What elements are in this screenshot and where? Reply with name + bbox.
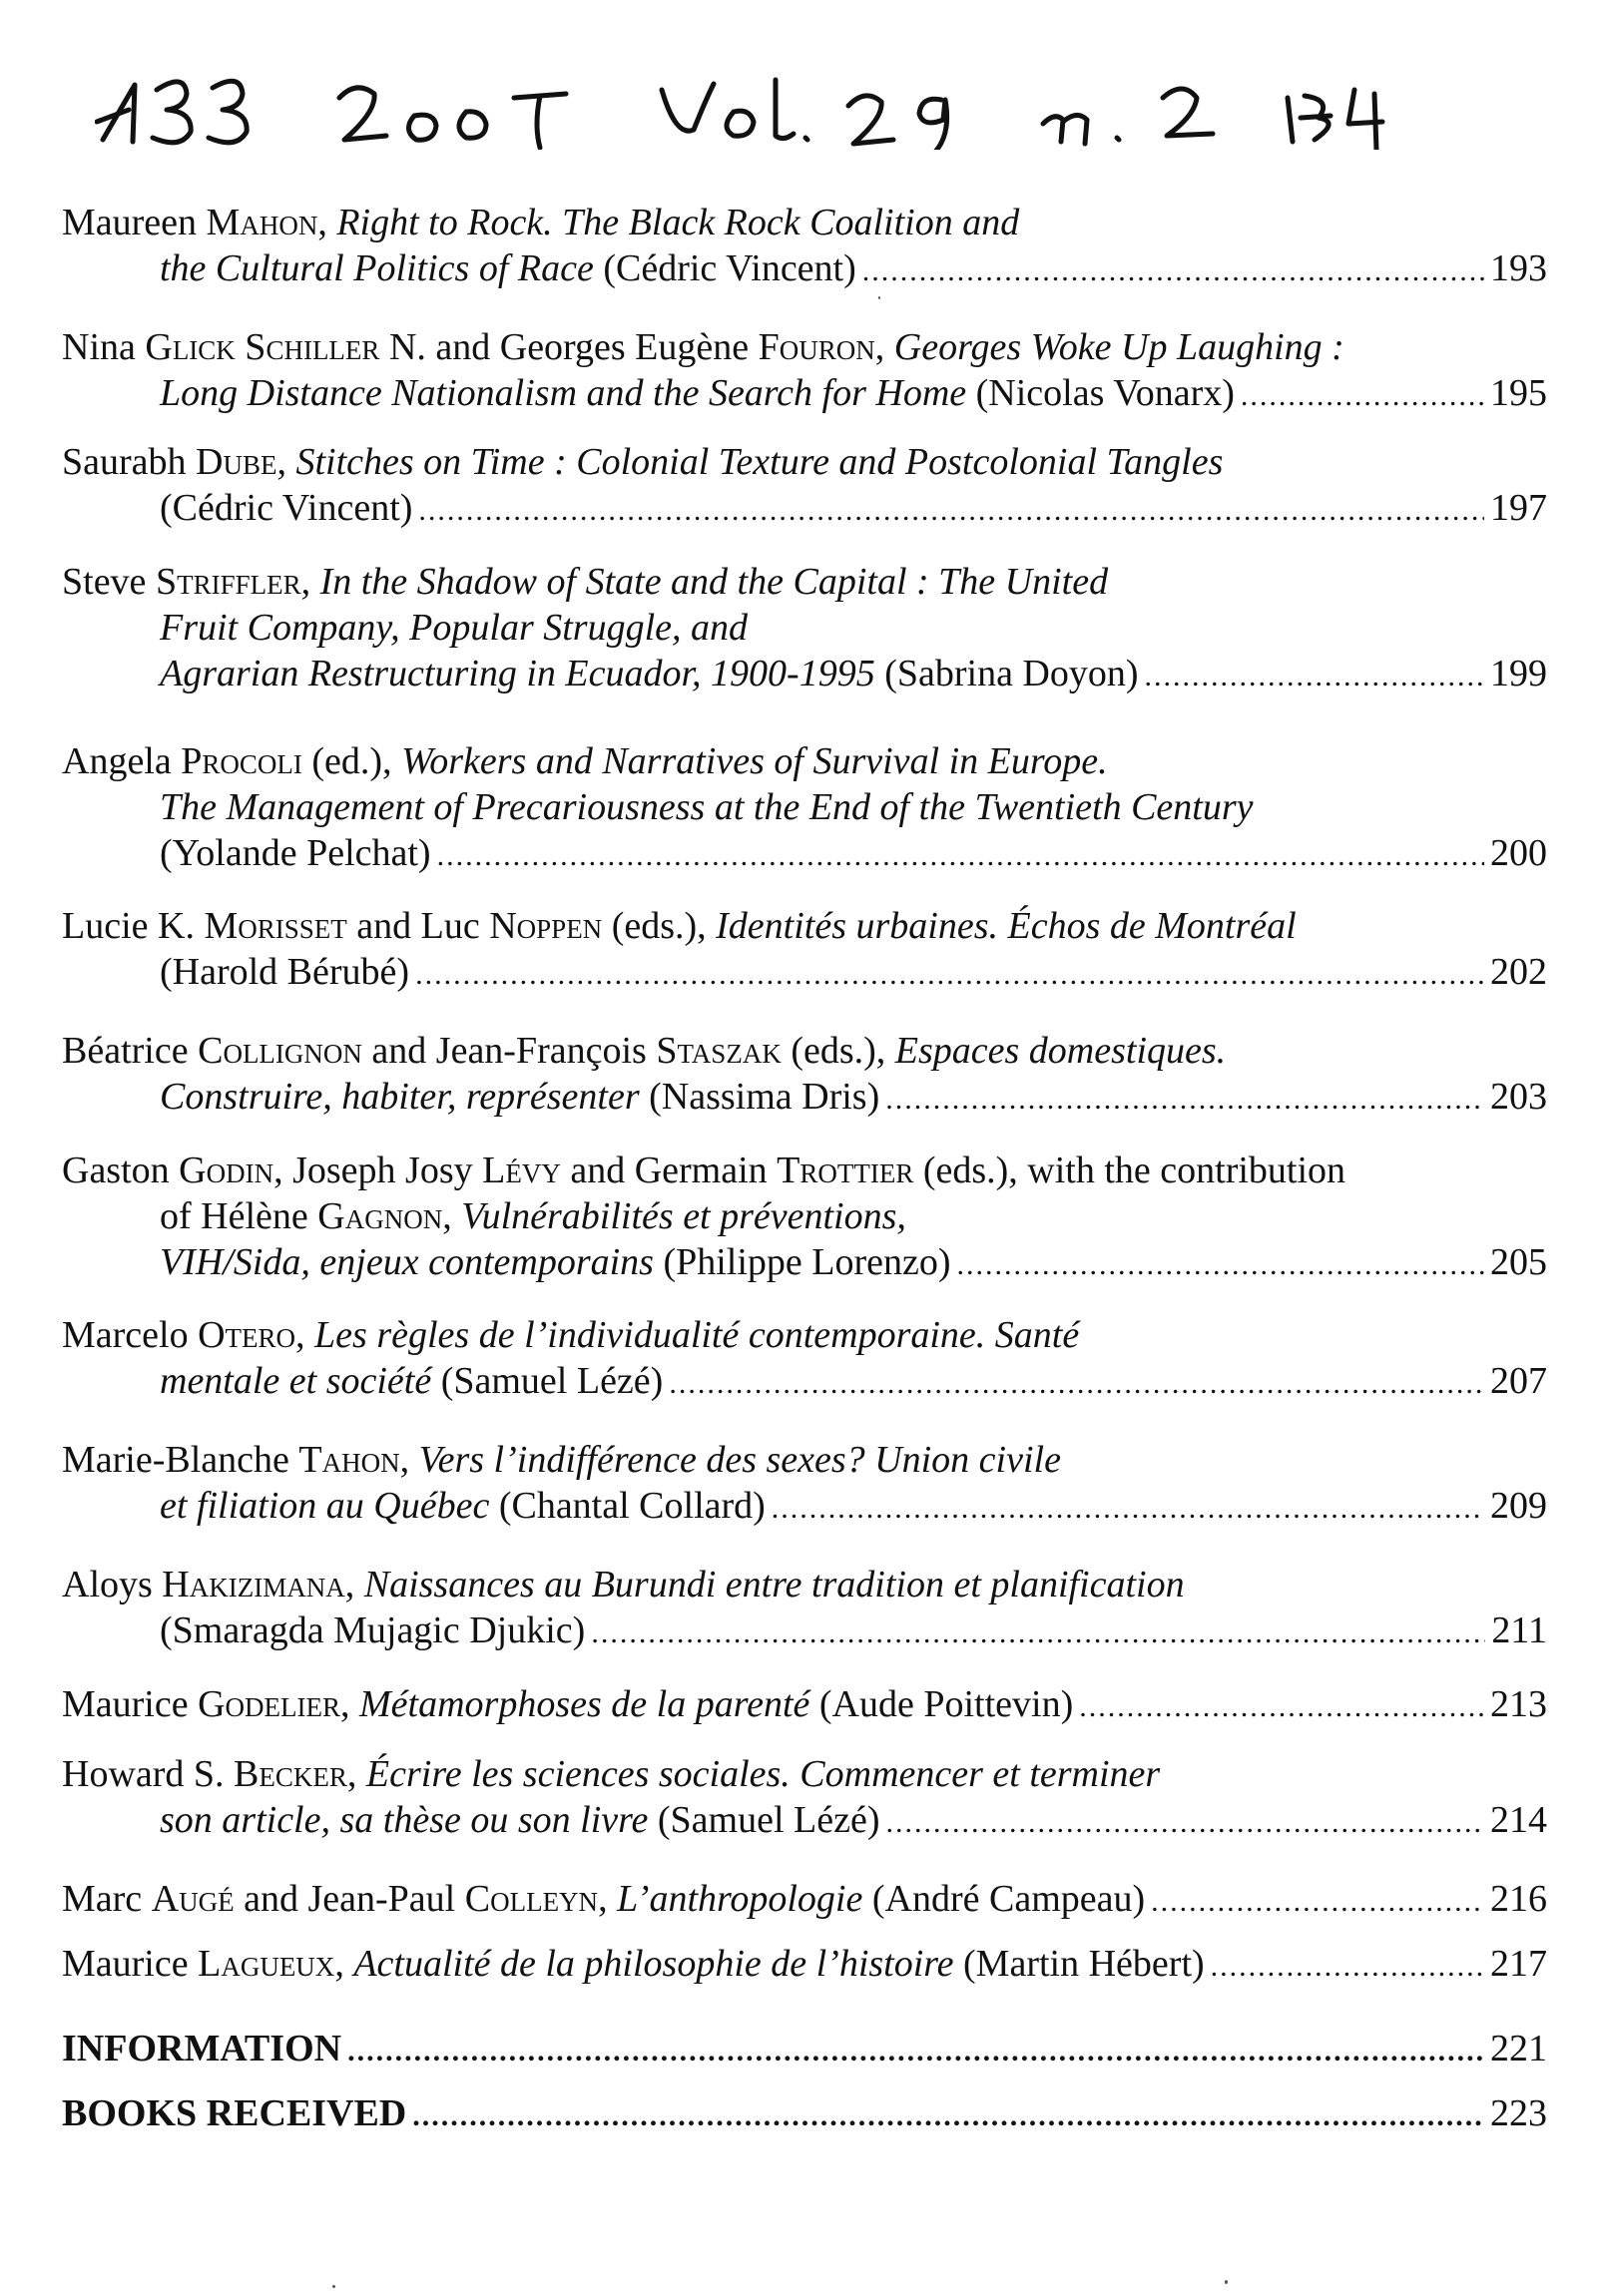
book-title: VIH/Sida, enjeux contemporains (160, 1241, 654, 1283)
entry-first-line (62, 1941, 1547, 1990)
entry-continuation-line (160, 245, 1547, 294)
page-number: 200 (1490, 832, 1547, 874)
author-surname: Morisset (204, 905, 347, 947)
entry-text (62, 1681, 1073, 1727)
entry-continuation-line (160, 830, 1547, 879)
dot-leader (412, 2093, 1484, 2139)
book-title: son article, sa thèse ou son livre (160, 1799, 649, 1841)
author-surname: Staszak (656, 1030, 782, 1072)
reviewer-name: (Chantal Collard) (489, 1485, 766, 1527)
author-given-name: (Yolande Pelchat) (160, 832, 431, 874)
entry-continuation-line (160, 1607, 1547, 1656)
author-connector: (ed.), (301, 740, 402, 782)
dot-leader (591, 1610, 1485, 1656)
dot-leader (415, 952, 1484, 998)
entry-first-line (62, 1437, 1061, 1483)
author-connector: , (344, 1564, 364, 1606)
author-given-name: Nina (62, 326, 146, 368)
author-connector: (eds.), (781, 1030, 895, 1072)
entry-text (160, 1195, 906, 1237)
author-connector: , (442, 1195, 462, 1237)
author-given-name: (Smaragda Mujagic Djukic) (160, 1609, 586, 1651)
author-connector: , (295, 1314, 315, 1356)
author-given-name: of Hélène (160, 1195, 318, 1237)
entry-text (160, 830, 431, 876)
author-connector: , (874, 326, 894, 368)
entry-text (160, 1358, 663, 1404)
book-title: mentale et société (160, 1360, 432, 1402)
author-connector: and Jean-Paul (234, 1878, 465, 1920)
book-title: In the Shadow of State and the Capital : The United (319, 561, 1109, 603)
handwriting-drawing (95, 60, 1392, 150)
author-surname: Augé (151, 1878, 235, 1920)
page-number: 195 (1490, 372, 1547, 414)
dot-leader (1151, 1879, 1484, 1925)
reviewer-name: (Sabrina Doyon) (874, 653, 1139, 694)
page-number: 216 (1490, 1878, 1547, 1920)
reviewer-name: (Cédric Vincent) (593, 247, 856, 289)
entry-text (62, 1753, 1160, 1795)
page-number: 207 (1490, 1360, 1547, 1402)
author-connector: , (340, 1683, 360, 1725)
dot-leader (885, 1077, 1484, 1123)
entry-first-line (62, 1681, 1547, 1730)
entry-text (62, 326, 1344, 368)
dot-leader (347, 2029, 1484, 2074)
reviewer-name: (André Campeau) (862, 1878, 1146, 1920)
entry-text (62, 1876, 1145, 1922)
author-given-name: Lucie K. (62, 905, 205, 947)
scan-speck (878, 296, 880, 299)
author-connector: , (399, 1439, 419, 1481)
author-given-name: Maureen (62, 202, 207, 243)
entry-continuation-line (160, 1797, 1547, 1846)
entry-text (62, 441, 1223, 483)
page-number: 217 (1490, 1943, 1547, 1985)
entry-continuation-line (160, 1358, 1547, 1407)
page-number: 199 (1490, 653, 1547, 694)
author-connector: (eds.), (602, 905, 717, 947)
book-title: Georges Woke Up Laughing : (893, 326, 1344, 368)
entry-first-line (62, 738, 1108, 784)
scan-speck (1225, 2280, 1228, 2284)
entry-first-line (62, 559, 1108, 605)
author-surname: Fouron (758, 326, 875, 368)
reviewer-name: (Philippe Lorenzo) (653, 1241, 951, 1283)
book-title: Écrire les sciences sociales. Commencer et terminer (365, 1753, 1161, 1795)
entry-text (62, 1149, 1345, 1191)
author-given-name: (Cédric Vincent) (160, 487, 413, 529)
author-connector: , (346, 1753, 366, 1795)
book-title: Stitches on Time : Colonial Texture and Postcolonial Tangles (295, 441, 1224, 483)
author-connector: , (598, 1878, 618, 1920)
page-number: 205 (1490, 1241, 1547, 1283)
section-label: BOOKS RECEIVED (62, 2092, 407, 2134)
entry-text (62, 1030, 1226, 1072)
page-number: 211 (1491, 1609, 1547, 1651)
book-title: Espaces domestiques. (894, 1030, 1227, 1072)
book-title: Fruit Company, Popular Struggle, and (160, 607, 748, 649)
entry-text (62, 740, 1108, 782)
dot-leader (772, 1486, 1484, 1532)
book-title: et filiation au Québec (160, 1485, 490, 1527)
entry-first-line (62, 200, 1019, 245)
author-given-name: Béatrice (62, 1030, 199, 1072)
entry-text (160, 1797, 879, 1843)
author-surname: Mahon (206, 202, 318, 243)
page-number: 221 (1490, 2028, 1547, 2069)
reviewer-name: (Aude Poittevin) (809, 1683, 1074, 1725)
author-given-name: Aloys (62, 1564, 163, 1606)
dot-leader (1211, 1944, 1484, 1990)
author-connector: , Joseph Josy (273, 1149, 483, 1191)
book-title: Métamorphoses de la parenté (359, 1683, 810, 1725)
author-surname: Gagnon (317, 1195, 443, 1237)
entry-text (62, 1439, 1061, 1481)
author-connector: (eds.), with the contribution (913, 1149, 1346, 1191)
toc-section-heading[interactable] (62, 2090, 1547, 2139)
entry-text (62, 1941, 1205, 1987)
book-title: Construire, habiter, représenter (160, 1076, 640, 1118)
entry-text (160, 245, 856, 291)
author-surname: Trottier (777, 1149, 914, 1191)
author-surname: Collignon (198, 1030, 362, 1072)
entry-first-line (62, 903, 1297, 949)
author-surname: Glick Schiller (145, 326, 380, 368)
entry-text (160, 485, 412, 531)
author-surname: Godin (179, 1149, 274, 1191)
section-label: INFORMATION (62, 2028, 342, 2069)
page-number: 214 (1490, 1799, 1547, 1841)
page-number: 203 (1490, 1076, 1547, 1118)
entry-text (62, 1314, 1079, 1356)
handwritten-annotation (95, 60, 1392, 150)
author-surname: Hakizimana (162, 1564, 345, 1606)
entry-continuation-line (160, 1193, 906, 1239)
dot-leader (418, 488, 1484, 534)
entry-continuation-line (160, 949, 1547, 998)
entry-text (160, 651, 1139, 696)
entry-text (160, 1074, 879, 1120)
book-title: Vulnérabilités et préventions, (461, 1195, 906, 1237)
scan-speck (332, 2285, 335, 2288)
author-surname: Lagueux (198, 1943, 335, 1985)
entry-text (62, 1564, 1185, 1606)
book-title: L’anthropologie (617, 1878, 863, 1920)
entry-text (160, 949, 409, 995)
reviewer-name: (Nassima Dris) (639, 1076, 880, 1118)
entry-continuation-line (160, 651, 1547, 699)
page-number: 209 (1490, 1485, 1547, 1527)
author-surname: Striffler (155, 561, 301, 603)
reviewer-name: (Nicolas Vonarx) (966, 372, 1235, 414)
entry-continuation-line (160, 370, 1547, 419)
author-connector: and Germain (560, 1149, 778, 1191)
dot-leader (885, 1800, 1484, 1846)
author-connector: and Jean-François (361, 1030, 657, 1072)
author-connector: , (334, 1943, 354, 1985)
entry-text (160, 1483, 766, 1529)
page-number: 223 (1490, 2092, 1547, 2134)
author-given-name: Marie-Blanche (62, 1439, 299, 1481)
entry-text (160, 1239, 951, 1285)
entry-first-line (62, 324, 1344, 370)
author-surname: Dube (196, 441, 277, 483)
book-title: Right to Rock. The Black Rock Coalition and (336, 202, 1020, 243)
author-given-name: Howard S. (62, 1753, 235, 1795)
author-surname: Becker (234, 1753, 347, 1795)
author-connector: , (317, 202, 337, 243)
entry-text (160, 786, 1254, 828)
book-title: Les règles de l’individualité contemporaine. Santé (314, 1314, 1080, 1356)
dot-leader (669, 1361, 1484, 1407)
book-title: Naissances au Burundi entre tradition et planification (363, 1564, 1185, 1606)
entry-text (62, 561, 1108, 603)
entry-first-line (62, 1562, 1185, 1607)
entry-first-line (62, 1751, 1160, 1797)
author-connector: and Luc (346, 905, 490, 947)
author-connector: N. and Georges Eugène (379, 326, 759, 368)
entry-continuation-line (160, 485, 1547, 534)
author-connector: , (276, 441, 296, 483)
author-given-name: Angela (62, 740, 182, 782)
book-title: The Management of Precariousness at the End of the Twentieth Century (160, 786, 1254, 828)
entry-first-line (62, 1148, 1345, 1193)
book-title: Vers l’indifférence des sexes? Union civile (418, 1439, 1061, 1481)
author-surname: Lévy (482, 1149, 561, 1191)
entry-continuation-line (160, 784, 1254, 830)
entry-text (160, 1607, 585, 1653)
reviewer-name: (Samuel Lézé) (431, 1360, 664, 1402)
entry-continuation-line (160, 1239, 1547, 1288)
entry-continuation-line (160, 605, 748, 651)
page-number: 213 (1490, 1683, 1547, 1725)
author-surname: Colleyn (464, 1878, 599, 1920)
author-given-name: Maurice (62, 1683, 199, 1725)
toc-section-heading[interactable] (62, 2026, 1547, 2074)
entry-continuation-line (160, 1483, 1547, 1532)
dot-leader (437, 833, 1484, 879)
page-number: 193 (1490, 247, 1547, 289)
entry-first-line (62, 439, 1223, 485)
dot-leader (1241, 373, 1484, 419)
entry-text (160, 370, 1235, 416)
author-given-name: Steve (62, 561, 156, 603)
entry-text (160, 607, 748, 649)
entry-continuation-line (160, 1074, 1547, 1123)
entry-text (62, 202, 1019, 243)
author-given-name: Saurabh (62, 441, 197, 483)
entry-first-line (62, 1876, 1547, 1925)
dot-leader (1079, 1684, 1484, 1730)
book-title: Identités urbaines. Échos de Montréal (716, 905, 1297, 947)
dot-leader (862, 248, 1484, 294)
book-title: Actualité de la philosophie de l’histoire (353, 1943, 954, 1985)
author-surname: Tahon (298, 1439, 400, 1481)
author-given-name: Gaston (62, 1149, 180, 1191)
author-surname: Godelier (198, 1683, 341, 1725)
book-title: Workers and Narratives of Survival in Europe. (401, 740, 1108, 782)
author-given-name: Maurice (62, 1943, 199, 1985)
reviewer-name: (Samuel Lézé) (648, 1799, 880, 1841)
book-title: the Cultural Politics of Race (160, 247, 594, 289)
book-title: Long Distance Nationalism and the Search for Home (160, 372, 967, 414)
author-surname: Procoli (181, 740, 302, 782)
dot-leader (957, 1242, 1484, 1288)
entry-text (62, 905, 1297, 947)
page-number: 197 (1490, 487, 1547, 529)
dot-leader (1145, 654, 1484, 699)
author-surname: Noppen (489, 905, 603, 947)
entry-first-line (62, 1028, 1226, 1074)
book-title: Agrarian Restructuring in Ecuador, 1900-1995 (160, 653, 875, 694)
author-connector: , (300, 561, 320, 603)
author-given-name: Marcelo (62, 1314, 199, 1356)
author-surname: Otero (198, 1314, 296, 1356)
reviewer-name: (Martin Hébert) (953, 1943, 1205, 1985)
entry-first-line (62, 1312, 1079, 1358)
author-given-name: (Harold Bérubé) (160, 951, 410, 993)
author-given-name: Marc (62, 1878, 152, 1920)
page-number: 202 (1490, 951, 1547, 993)
